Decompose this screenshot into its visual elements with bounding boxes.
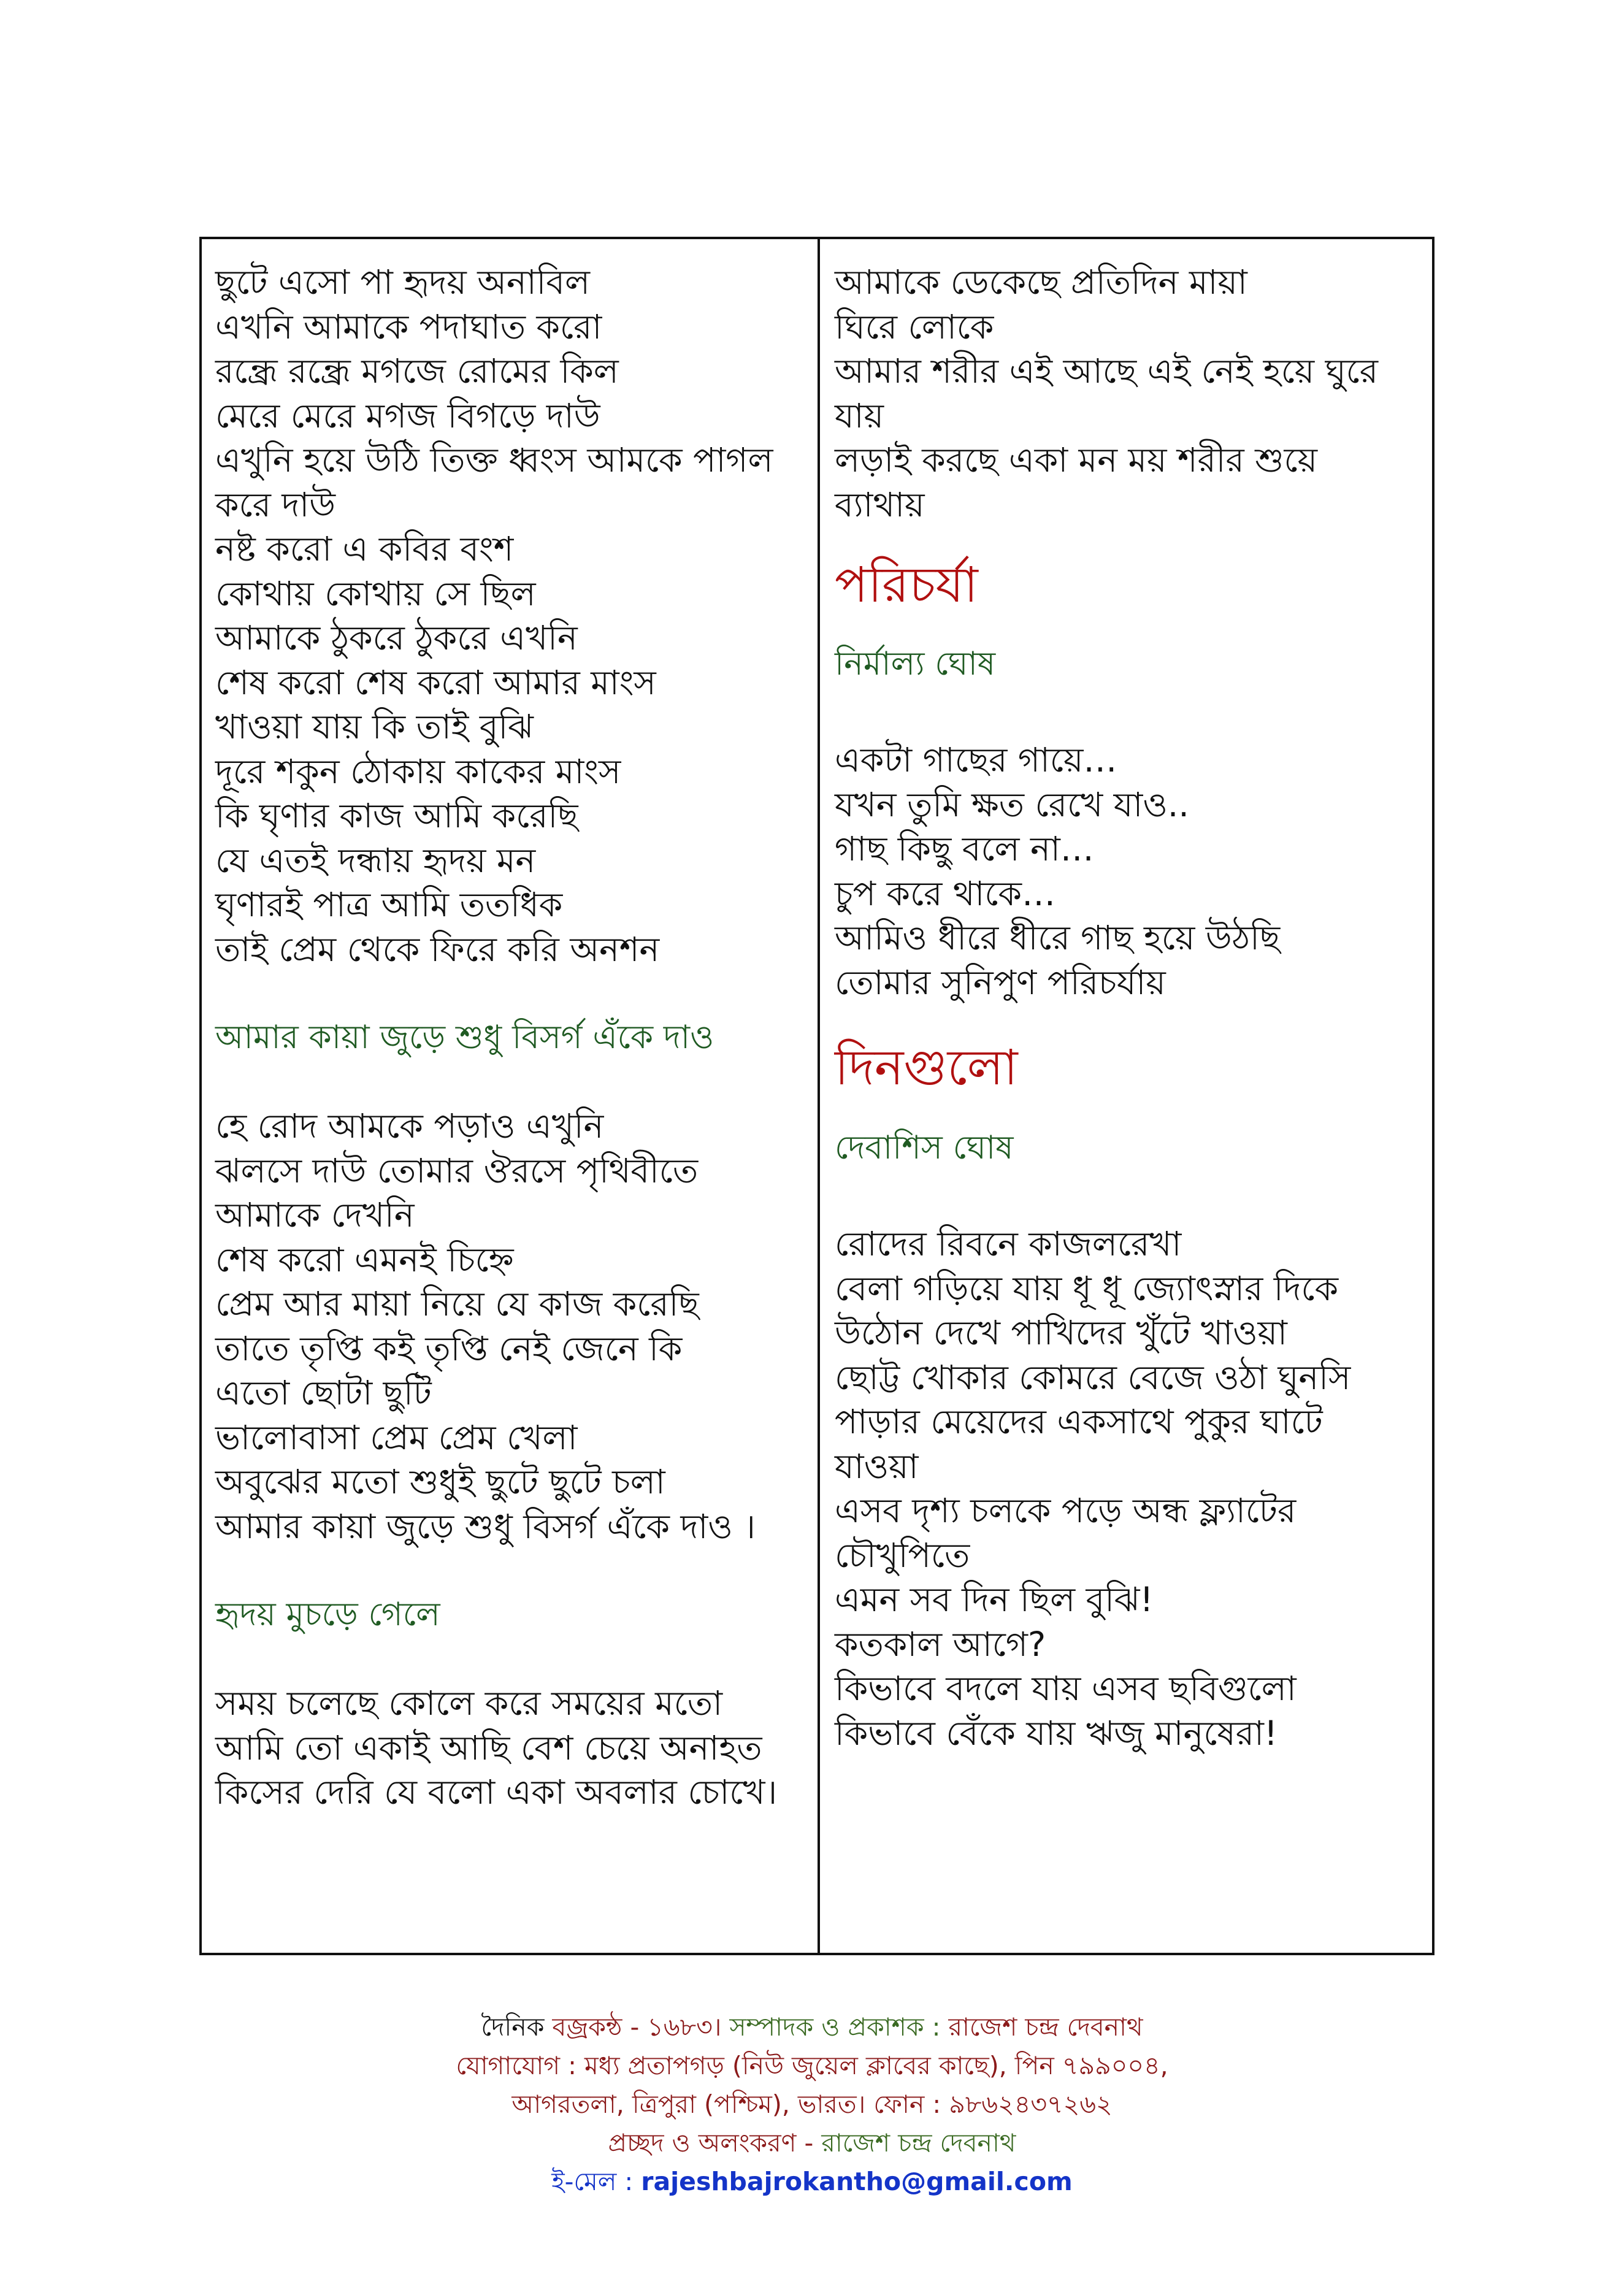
poem-line: আমার শরীর এই আছে এই নেই হয়ে ঘুরে [835, 351, 1379, 391]
poem-title: পরিচর্যা [835, 556, 978, 613]
poem-line: আমি তো একাই আছি বেশ চেয়ে অনাহত [215, 1728, 762, 1768]
poem-line: কোথায় কোথায় সে ছিল [215, 573, 536, 613]
poem-title: দিনগুলো [835, 1039, 1018, 1096]
poem-line: তাই প্রেম থেকে ফিরে করি অনশন [215, 929, 660, 969]
poem-author: নির্মাল্য ঘোষ [835, 645, 996, 683]
poem-line: তোমার সুনিপুণ পরিচর্যায় [835, 962, 1166, 1002]
poem-line: মেরে মেরে মগজ বিগড়ে দাউ [215, 396, 600, 435]
poem-heading: হৃদয় মুচড়ে গেলে [215, 1596, 440, 1633]
poem-line: ঘৃণারই পাত্র আমি ততধিক [215, 885, 563, 924]
right-column [835, 260, 1423, 1755]
poem-line: ব্যাথায় [835, 485, 925, 524]
poem-line: এসব দৃশ্য চলকে পড়ে অন্ধ ফ্ল্যাটের [835, 1491, 1297, 1530]
footer-issue: বজ্রকন্ঠ - ১৬৮৩। [552, 2012, 722, 2042]
footer-email-link[interactable]: rajeshbajrokantho@gmail.com [641, 2167, 1073, 2196]
footer-email-label: ই-মেল : [551, 2167, 642, 2196]
poem-line: শেষ করো শেষ করো আমার মাংস [215, 662, 656, 702]
footer-email-line [0, 2163, 1624, 2201]
poem-line: একটা গাছের গায়ে… [835, 740, 1117, 780]
poem-line: ছুটে এসো পা হৃদয় অনাবিল [215, 262, 590, 302]
footer-editor: রাজেশ চন্দ্র দেবনাথ [948, 2012, 1143, 2042]
poem-line: এমন সব দিন ছিল বুঝি! [835, 1580, 1154, 1619]
poem-line: এতো ছোটা ছুটি [215, 1373, 432, 1412]
poem-line: এখুনি হয়ে উঠি তিক্ত ধ্বংস আমকে পাগল [215, 440, 773, 480]
footer-credit: রাজেশ চন্দ্র দেবনাথ [821, 2128, 1016, 2158]
poem-line: চুপ করে থাকে… [835, 873, 1055, 913]
poem-line: কিসের দেরি যে বলো একা অবলার চোখে। [215, 1772, 778, 1812]
poem-line: কিভাবে বদলে যায় এসব ছবিগুলো [835, 1669, 1297, 1708]
poem-line: বেলা গড়িয়ে যায় ধূ ধূ জ্যোৎস্নার দিকে [835, 1268, 1339, 1308]
poem-line: কতকাল আগে? [835, 1624, 1046, 1664]
footer-credit-line [0, 2124, 1624, 2163]
poem-author: দেবাশিস ঘোষ [835, 1129, 1014, 1167]
poem-line: পাড়ার মেয়েদের একসাথে পুকুর ঘাটে [835, 1402, 1323, 1441]
poem-line: হে রোদ আমকে পড়াও এখুনি [215, 1106, 604, 1146]
poem-line: এখনি আমাকে পদাঘাত করো [215, 307, 602, 347]
content-frame [199, 237, 1434, 1955]
poem-line: আমাকে ডেকেছে প্রতিদিন মায়া [835, 262, 1247, 302]
poem-block [215, 1104, 804, 1549]
poem-line: কি ঘৃণার কাজ আমি করেছি [215, 796, 578, 835]
footer [0, 2008, 1624, 2201]
poem-line: সময় চলেছে কোলে করে সময়ের মতো [215, 1684, 723, 1723]
poem-line: যখন তুমি ক্ষত রেখে যাও.. [835, 784, 1189, 824]
poem-line: লড়াই করছে একা মন ময় শরীর শুয়ে [835, 440, 1318, 480]
poem-line: গাছ কিছু বলে না… [835, 829, 1094, 868]
footer-publication-line [0, 2008, 1624, 2047]
poem-block [835, 738, 1423, 1005]
poem-line: রোদের রিবনে কাজলরেখা [835, 1224, 1182, 1263]
poem-line: আমাকে দেখনি [215, 1195, 415, 1235]
footer-text: দৈনিক [481, 2012, 553, 2042]
footer-address: যোগাযোগ : মধ্য প্রতাপগড় (নিউ জুয়েল ক্লাবের কাছে), পিন ৭৯৯০০৪, [456, 2051, 1168, 2080]
poem-line: আমাকে ঠুকরে ঠুকরে এখনি [215, 618, 578, 657]
poem-line: চৌখুপিতে [835, 1535, 970, 1575]
poem-line: ছোট্ট খোকার কোমরে বেজে ওঠা ঘুনসি [835, 1357, 1351, 1397]
poem-line: অবুঝের মতো শুধুই ছুটে ছুটে চলা [215, 1462, 665, 1501]
poem-line: দূরে শকুন ঠোকায় কাকের মাংস [215, 751, 621, 791]
left-column [215, 260, 804, 1815]
column-divider [818, 239, 820, 1953]
poem-line: উঠোন দেখে পাখিদের খুঁটে খাওয়া [835, 1313, 1287, 1352]
poem-block [835, 260, 1423, 527]
poem-line: আমার কায়া জুড়ে শুধু বিসর্গ এঁকে দাও । [215, 1506, 756, 1546]
poem-block [215, 1681, 804, 1815]
poem-line: ঘিরে লোকে [835, 307, 994, 347]
poem-line: করে দাউ [215, 485, 336, 524]
poem-line: প্রেম আর মায়া নিয়ে যে কাজ করেছি [215, 1284, 699, 1324]
poem-heading: আমার কায়া জুড়ে শুধু বিসর্গ এঁকে দাও [215, 1019, 714, 1056]
footer-text: সম্পাদক ও প্রকাশক : [721, 2012, 949, 2042]
poem-line: রন্ধ্রে রন্ধ্রে মগজে রোমের কিল [215, 351, 619, 391]
poem-block [835, 1222, 1423, 1755]
poem-line: কিভাবে বেঁকে যায় ঋজু মানুষেরা! [835, 1713, 1278, 1753]
poem-line: যে এতই দন্ধায় হৃদয় মন [215, 840, 536, 880]
poem-line: ভালোবাসা প্রেম প্রেম খেলা [215, 1417, 578, 1457]
poem-block [215, 260, 804, 971]
footer-address-phone: আগরতলা, ত্রিপুরা (পশ্চিম), ভারত। ফোন : ৯৮৬২৪৩৭২৬২ [511, 2090, 1113, 2119]
poem-line: আমিও ধীরে ধীরে গাছ হয়ে উঠছি [835, 918, 1281, 957]
poem-line: শেষ করো এমনই চিহ্নে [215, 1239, 514, 1279]
footer-text: প্রচ্ছদ ও অলংকরণ - [608, 2128, 822, 2158]
poem-line: নষ্ট করো এ কবির বংশ [215, 529, 514, 569]
poem-line: ঝলসে দাউ তোমার ঔরসে পৃথিবীতে [215, 1151, 699, 1190]
poem-line: যাওয়া [835, 1446, 919, 1486]
poem-line: খাওয়া যায় কি তাই বুঝি [215, 707, 534, 746]
poem-line: যায় [835, 396, 884, 435]
poem-line: তাতে তৃপ্তি কই তৃপ্তি নেই জেনে কি [215, 1328, 683, 1368]
